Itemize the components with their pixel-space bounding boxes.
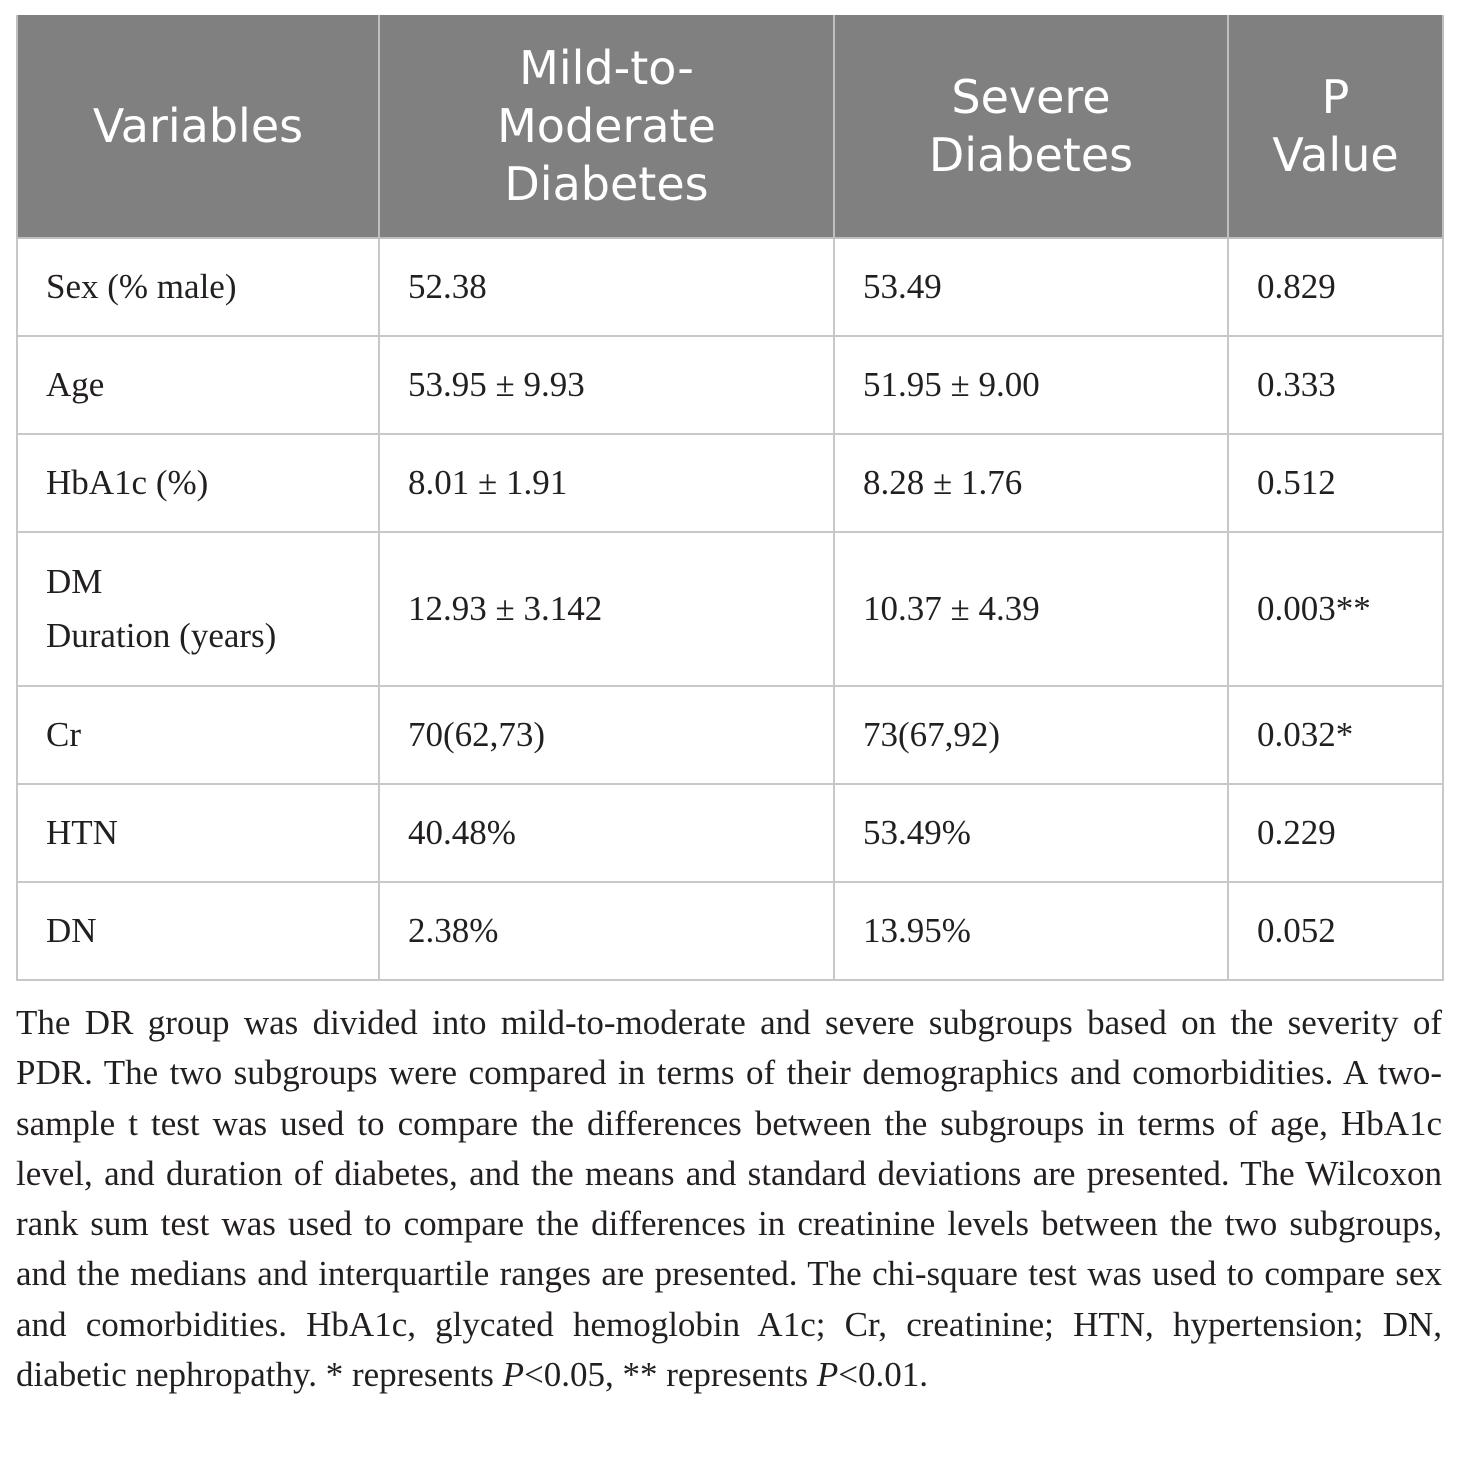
table-footnote (16, 998, 1442, 1400)
data-table (16, 15, 1444, 981)
mild-value-cell: 8.01 ± 1.91 (379, 434, 834, 532)
severe-value-cell: 13.95% (834, 882, 1228, 980)
variable-cell: DM Duration (years) (17, 532, 379, 686)
mild-value-cell: 70(62,73) (379, 686, 834, 784)
p-value-cell: 0.512 (1228, 434, 1443, 532)
header-mild-to-moderate: Mild-to- Moderate Diabetes (379, 15, 834, 238)
variable-cell: Age (17, 336, 379, 434)
variable-cell: DN (17, 882, 379, 980)
table-row (17, 532, 1443, 686)
mild-value-cell: 52.38 (379, 238, 834, 336)
footnote-text: The DR group was divided into mild-to-moderate and severe subgroups based on the severity of PDR. The two subgroups were compared in terms of their demographics and comorbidities. A two-sample t test was used to compare the differences between the subgroups in terms of age, HbA1c level, and duration of diabetes, and the means and standard deviations are presented. The Wilcoxon rank sum test was used to compare the differences in creatinine levels between the two subgroups, and the medians and interquartile ranges are presented. The chi-square test was used to compare sex and comorbidities. HbA1c, glycated hemoglobin A1c; Cr, creatinine; HTN, hypertension; DN, diabetic nephropathy. * represents (16, 1003, 1442, 1395)
table-row (17, 784, 1443, 882)
p-value-cell: 0.829 (1228, 238, 1443, 336)
table-row (17, 434, 1443, 532)
severe-value-cell: 51.95 ± 9.00 (834, 336, 1228, 434)
p-value-cell: 0.229 (1228, 784, 1443, 882)
table-row (17, 686, 1443, 784)
header-variables: Variables (17, 15, 379, 238)
p-value-cell: 0.032* (1228, 686, 1443, 784)
header-severe: Severe Diabetes (834, 15, 1228, 238)
p-symbol: P (816, 1355, 839, 1395)
severe-value-cell: 53.49 (834, 238, 1228, 336)
mild-value-cell: 2.38% (379, 882, 834, 980)
variable-cell: Sex (% male) (17, 238, 379, 336)
severe-value-cell: 8.28 ± 1.76 (834, 434, 1228, 532)
mild-value-cell: 53.95 ± 9.93 (379, 336, 834, 434)
variable-cell: HbA1c (%) (17, 434, 379, 532)
p-value-cell: 0.003** (1228, 532, 1443, 686)
footnote-text: <0.01. (838, 1355, 928, 1395)
severe-value-cell: 73(67,92) (834, 686, 1228, 784)
p-value-cell: 0.052 (1228, 882, 1443, 980)
variable-cell: HTN (17, 784, 379, 882)
table-row (17, 882, 1443, 980)
header-p-value: P Value (1228, 15, 1443, 238)
variable-cell: Cr (17, 686, 379, 784)
mild-value-cell: 40.48% (379, 784, 834, 882)
p-symbol: P (502, 1355, 524, 1395)
table-row (17, 336, 1443, 434)
table-row (17, 238, 1443, 336)
mild-value-cell: 12.93 ± 3.142 (379, 532, 834, 686)
header-row (17, 15, 1443, 238)
p-value-cell: 0.333 (1228, 336, 1443, 434)
severe-value-cell: 10.37 ± 4.39 (834, 532, 1228, 686)
severe-value-cell: 53.49% (834, 784, 1228, 882)
footnote-text: <0.05, ** represents (523, 1355, 817, 1395)
